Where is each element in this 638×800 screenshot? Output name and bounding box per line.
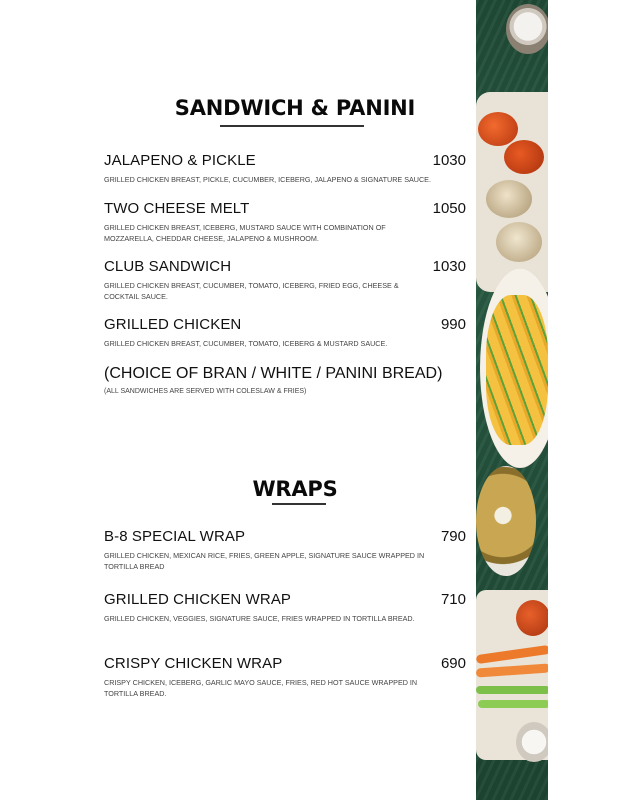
drink-glass-image — [476, 466, 536, 576]
grilled-chicken-image — [486, 180, 532, 218]
menu-item — [104, 258, 466, 302]
item-price: 1050 — [432, 200, 466, 217]
food-photo-strip — [476, 0, 548, 800]
item-price: 990 — [440, 316, 466, 333]
title-underline — [272, 503, 326, 505]
item-name: CRISPY CHICKEN WRAP — [104, 655, 283, 672]
menu-item — [104, 528, 466, 572]
item-name: JALAPENO & PICKLE — [104, 152, 256, 169]
chicken-wing-image — [504, 140, 544, 174]
item-name: TWO CHEESE MELT — [104, 200, 250, 217]
item-name: GRILLED CHICKEN WRAP — [104, 591, 292, 608]
dip-bowl-image — [516, 722, 548, 762]
item-name: CLUB SANDWICH — [104, 258, 232, 275]
item-price: 690 — [440, 655, 466, 672]
menu-item — [104, 316, 466, 350]
item-price: 710 — [440, 591, 466, 608]
item-price: 1030 — [432, 258, 466, 275]
served-with-note: (ALL SANDWICHES ARE SERVED WITH COLESLAW & FRIES) — [104, 388, 307, 395]
item-description: GRILLED CHICKEN BREAST, CUCUMBER, TOMATO, ICEBERG & MUSTARD SAUCE. — [104, 339, 388, 348]
title-underline — [220, 125, 364, 127]
item-description: GRILLED CHICKEN, VEGGIES, SIGNATURE SAUCE, FRIES WRAPPED IN TORTILLA BREAD. — [104, 614, 415, 623]
menu-item — [104, 152, 466, 186]
celery-stick-image — [476, 686, 548, 694]
celery-stick-image — [478, 700, 548, 708]
bread-choice-note — [104, 365, 466, 395]
bread-choice-title: (CHOICE OF BRAN / WHITE / PANINI BREAD) — [104, 365, 443, 382]
menu-item — [104, 655, 466, 699]
item-price: 790 — [440, 528, 466, 545]
grilled-chicken-image — [496, 222, 542, 262]
chicken-wing-image — [478, 112, 518, 146]
item-name: GRILLED CHICKEN — [104, 316, 242, 333]
chicken-wing-image — [516, 600, 548, 636]
item-description: GRILLED CHICKEN BREAST, CUCUMBER, TOMATO, ICEBERG, FRIED EGG, CHEESE & COCKTAIL SAUCE. — [104, 281, 399, 301]
menu-item — [104, 200, 466, 244]
section-title-sandwich-panini: SANDWICH & PANINI — [174, 96, 416, 120]
section-title-wraps: WRAPS — [252, 477, 338, 501]
item-price: 1030 — [432, 152, 466, 169]
item-description: GRILLED CHICKEN, MEXICAN RICE, FRIES, GREEN APPLE, SIGNATURE SAUCE WRAPPED IN TORTILLA BREAD — [104, 551, 425, 571]
item-description: GRILLED CHICKEN BREAST, PICKLE, CUCUMBER, ICEBERG, JALAPENO & SIGNATURE SAUCE. — [104, 175, 431, 184]
loaded-fries-image — [486, 295, 548, 445]
item-name: B-8 SPECIAL WRAP — [104, 528, 246, 545]
menu-item — [104, 591, 466, 625]
dip-bowl-image — [506, 4, 548, 54]
item-description: GRILLED CHICKEN BREAST, ICEBERG, MUSTARD SAUCE WITH COMBINATION OF MOZZARELLA, CHEDDAR CHEESE, JALAPENO & MUSHROOM. — [104, 223, 386, 243]
item-description: CRISPY CHICKEN, ICEBERG, GARLIC MAYO SAUCE, FRIES, RED HOT SAUCE WRAPPED IN TORTILLA BREAD. — [104, 678, 418, 698]
